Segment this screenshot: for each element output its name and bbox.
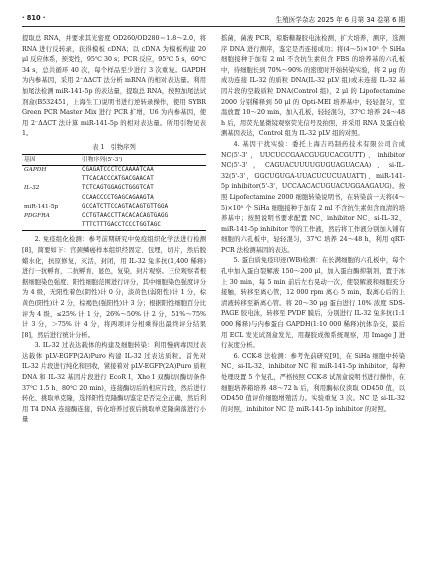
left-column [22, 34, 206, 426]
table-cell-sequence: TCTCAGTGGAGCTGGGTCAT [82, 185, 154, 192]
table-cell-sequence: CCTGTAACCTTACACACAGTGAGG [82, 212, 169, 219]
table-row [22, 212, 206, 221]
table-cell-gene: GAPDH [24, 166, 47, 173]
table-cell-gene [22, 175, 82, 184]
table-cell-sequence: GCCATCTTCCAGTACAGTGTTGGA [82, 203, 169, 210]
table-row [22, 221, 206, 231]
table-row [22, 165, 206, 175]
table-cell-gene [22, 221, 82, 231]
table-header-sequence: 引物序列(5'-3') [82, 154, 206, 165]
running-header [22, 12, 405, 27]
table-cell-sequence: CCAACCCCTGAGCAGAAGTA [82, 194, 154, 201]
paragraph-western-blot: 5. 蛋白质免疫印迹(WB)检测：在长满细胞的六孔板中，每个孔中加入蛋白裂解液 150～200 μl，加入蛋白酶抑制剂，置于冰上 30 min，每 5 min 前后左右晃动一次，使裂解液和细胞充分接触，转移至离心管，12 000 rpm 离心 5 min，取离心后的上清液转移至新离心管。将 20～30 μg 蛋白进行 10% 浓度 SDS-PAGE 胶电泳，转移至 PVDF 膜后，分别进行 IL-32 兔多抗(1:1 000 稀释)与内参蛋白 GAPDH(1:10 000 稀释)抗体杂交，最后用 ECL 发光试剂盒发光，用凝胶成像系统观察，用 Image J 进行灰度分析。 [221, 257, 405, 350]
table-row [22, 194, 206, 203]
table-caption-title: 引物序列 [110, 143, 136, 151]
table-cell-gene [22, 194, 82, 203]
table-header-row [22, 154, 206, 165]
paragraph-transfection: 摇菌，菌液 PCR，琼脂糖凝胶电泳检测，扩大培养，测序，选测序 DNA 进行测序，鉴定是否连接成功；将(4～5)×10⁵ 个 SiHa 细胞接种于加有 2 ml 不含抗生素但含 FBS 的培养基的六孔板中，待细胞长到 70%～90% 的密度时开始转染实验，将 2 μg 的成功连接 IL-32 的质粒 DNA(IL-32 pLV 组)或未连接 IL-32 基因片段的空载质粒 DNA(Control 组)，2 μl 的 Lipofectamine 2000 分别稀释到 50 μl 的 Opti-MEI 培养基中，轻轻混匀，室温放置 10～20 min，加入孔板，轻轻混匀，37℃ 培养 24～48 h 后，用荧光显微镜观察荧光信号及拍照，并采用 RNA 及蛋白检测基因表达，Control 组为 IL-32 pLV 组的对照。 [221, 35, 405, 138]
table-cell-gene: PDGFRA [24, 212, 50, 219]
table-cell-sequence: TTCACACCCATGACGAACAT [82, 176, 154, 183]
table-cell-gene: miR-141-5p [24, 203, 59, 210]
page-number: · 810 · [22, 14, 46, 22]
primer-table [22, 143, 206, 231]
table-row [22, 203, 206, 212]
table-caption-number: 表 1 [92, 143, 105, 151]
right-column [221, 34, 405, 415]
table-cell-gene: IL-32 [24, 185, 40, 192]
journal-title: 生殖医学杂志 2025 年 6 月第 34 卷第 6 期 [275, 16, 405, 24]
table-caption [22, 143, 206, 153]
primer-sequence-table [22, 154, 206, 231]
table-row [22, 175, 206, 184]
paragraph-ihc: 2. 免疫组化检测：参考前期研究中免疫组织化学法进行检测[8]，简要如下：宫颈鳞癌样本组织经固定、包埋，切片，然后脱蜡水化，抗原修复，灭活，封闭，用 IL-32 兔多抗(1,400 稀释)进行一抗孵育，二抗孵育，显色，复染，封片观察。三位观察者根据细胞染色强度、阳性细胞范围进行评分，其中细胞染色强度评分为 4 级，无阳性着色(阴性)计 0 分，淡黄色(弱阳性)计 1 分，棕黄色(阳性)计 2 分，棕褐色(强阳性)计 3 分；根据阳性细胞百分比评为 4 级，≤25% 计 1 分，26%～50% 计 2 分，51%～75% 计 3 分，＞75% 计 4 分，将两项评分相乘得出最终评分结果[8]，然后进行统计分析。 [22, 236, 206, 339]
paragraph-gene-interference: 4. 基因干扰实验：委托上海吉玛制药技术有限公司合成 NC(5'-3'，UUCUCCGAACGUGUCACGUTT)、inhibitor NC(5'-3'，CAGUACUUUUGUGUAGUACAA)、si-IL-32(5'-3'，GGCUGUGA-UUACUCUCUAUATT)、miR-141-5p inhibitor(5'-3'，UCCAACACUGUACUGGAAGAUG)。按照 Lipofectamine 2000 细胞转染说明书，在转染前一天将(4～5)×10⁵ 个 SiHa 细胞接种于加有 2 ml 不含抗生素但含血清的培养基中；按照说明书要求配置 NC、inhibitor NC、si-IL-32、miR-141-5p inhibitor 等的工作液，然后将工作液分别加入铺有细胞的六孔板中，轻轻混匀，37℃ 培养 24～48 h，利用 qRT-PCR 法检测基因的表达。 [221, 140, 405, 254]
table-cell-sequence: TTTCTTTGACCTCCCTGGTAGC [82, 221, 206, 231]
table-row [22, 184, 206, 193]
paragraph-cck8: 6. CCK-8 法检测：参考先前研究[9]，在 SiHa 细胞中转染 NC、si-IL-32、inhibitor NC 和 miR-141-5p inhibitor，每种处理设置 5 个复孔，严格按照 CCK-8 试剂盒说明书进行操作，在细胞培养箱培养 48～72 h 后，利用酶标仪读取 OD450 值，以 OD450 值评价细胞增殖活力。实验重复 3 次。NC 是 si-IL-32 的对照，inhibitor NC 是 miR-141-5p inhibitor 的对照。 [221, 352, 405, 413]
table-cell-sequence: CGAGATCCCTCCAAAATCAA [82, 166, 154, 173]
table-header-gene: 基因 [22, 154, 82, 165]
paragraph-overexpression: 3. IL-32 过表达载体的构建及细胞转染：利用慢病毒因过表达载体 pLV-EGFP(2A)Puro 构建 IL-32 过表达质粒。首先对 IL-32 片段进行纯化和回收，紧接着对 pLV-EGFP(2A)Puro 质粒 DNA 和 IL-32 基因片段进行 EcoR Ⅰ，Xho Ⅰ 双酶切(酶切条件 37℃ 1.5 h、80℃ 20 min)，连接酶切后的相应片段，然后进行转化、挑取单克隆，选择阳性克隆酶切鉴定是否完全正确，然后利用 T4 DNA 连接酶连接，转化培养过夜后挑取单克隆菌落进行小量 [22, 342, 206, 424]
paragraph-rna-qpcr: 提取总 RNA，并要求其光密度 OD260/OD280＝1.8～2.0，将 RNA 进行反转录，获得模板 cDNA；以 cDNA 为模板构建 20 μl 反应体系，预变性，95℃ 30 s；PCR 反应，95℃ 5 s，60℃ 34 s，总共循环 40 次，每个样品至少进行 3 次重复。GAPDH 为内参基因，采用 2⁻ΔΔCT 法分析 mRNA 的相对表达量。利用加尾法检测 miR-141-5p 的表达量，提取总 RNA，按照加尾法试剂盒(B532451，上海生工)说明书进行逆转录操作，使用 SYBR Green PCR Master Mix 进行 PCR 扩增，U6 为内参基因，使用 2⁻ΔΔCT 法计算 miR-141-5p 的相对表达量。所用引物见表 1。 [22, 35, 206, 138]
